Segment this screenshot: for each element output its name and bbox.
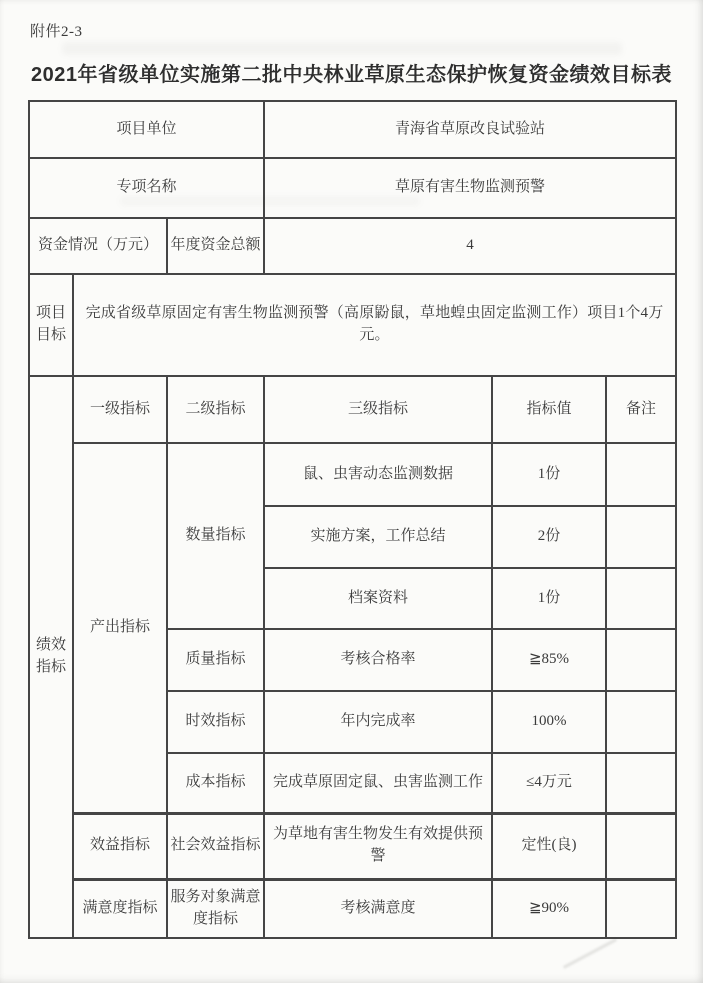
project-unit-value: 青海省草原改良试验站 xyxy=(264,101,676,158)
row-special-name xyxy=(29,158,676,218)
perf-section-label: 绩效指标 xyxy=(29,376,73,938)
performance-target-table xyxy=(28,100,677,939)
annual-total-label: 年度资金总额 xyxy=(167,218,264,274)
project-goal-text: 完成省级草原固定有害生物监测预警（高原鼢鼠，草地蝗虫固定监测工作）项目1个4万元。 xyxy=(73,274,676,376)
row-project-unit xyxy=(29,101,676,158)
indicator-l3: 考核合格率 xyxy=(264,629,492,691)
row-project-goal xyxy=(29,274,676,376)
benefit-l2: 社会效益指标 xyxy=(167,813,264,879)
indicator-value: ≤4万元 xyxy=(492,753,606,813)
row-funding xyxy=(29,218,676,274)
special-name-value: 草原有害生物监测预警 xyxy=(264,158,676,218)
quantity-indicator-label: 数量指标 xyxy=(167,443,264,629)
remark-cell xyxy=(606,443,676,506)
remark-cell xyxy=(606,506,676,568)
scan-smudge xyxy=(563,938,617,969)
indicator-l3: 档案资料 xyxy=(264,568,492,629)
row-quantity-1 xyxy=(29,443,676,506)
annual-total-value: 4 xyxy=(264,218,676,274)
scan-smudge xyxy=(62,42,622,55)
indicator-value: ≧90% xyxy=(492,879,606,938)
indicator-l3: 考核满意度 xyxy=(264,879,492,938)
indicator-value: 定性(良) xyxy=(492,813,606,879)
output-indicator-label: 产出指标 xyxy=(73,443,167,813)
remark-cell xyxy=(606,813,676,879)
remark-cell xyxy=(606,691,676,753)
satisfaction-indicator-label: 满意度指标 xyxy=(73,879,167,938)
document-title: 2021年省级单位实施第二批中央林业草原生态保护恢复资金绩效目标表 xyxy=(31,64,672,86)
indicator-value: 2份 xyxy=(492,506,606,568)
header-level2: 二级指标 xyxy=(167,376,264,443)
remark-cell xyxy=(606,629,676,691)
header-level3: 三级指标 xyxy=(264,376,492,443)
attachment-label: 附件2-3 xyxy=(30,24,83,40)
indicator-l3: 为草地有害生物发生有效提供预警 xyxy=(264,813,492,879)
row-indicator-header xyxy=(29,376,676,443)
row-benefit xyxy=(29,813,676,879)
header-remark: 备注 xyxy=(606,376,676,443)
header-value: 指标值 xyxy=(492,376,606,443)
indicator-l3: 年内完成率 xyxy=(264,691,492,753)
remark-cell xyxy=(606,753,676,813)
row-satisfaction xyxy=(29,879,676,938)
project-goal-label: 项目目标 xyxy=(29,274,73,376)
indicator-value: ≧85% xyxy=(492,629,606,691)
timeliness-indicator-label: 时效指标 xyxy=(167,691,264,753)
remark-cell xyxy=(606,879,676,938)
indicator-l3: 鼠、虫害动态监测数据 xyxy=(264,443,492,506)
indicator-value: 100% xyxy=(492,691,606,753)
remark-cell xyxy=(606,568,676,629)
cost-indicator-label: 成本指标 xyxy=(167,753,264,813)
indicator-l3: 完成草原固定鼠、虫害监测工作 xyxy=(264,753,492,813)
special-name-label: 专项名称 xyxy=(29,158,264,218)
indicator-value: 1份 xyxy=(492,568,606,629)
quality-indicator-label: 质量指标 xyxy=(167,629,264,691)
funding-label: 资金情况（万元） xyxy=(29,218,167,274)
indicator-value: 1份 xyxy=(492,443,606,506)
satisfaction-l2: 服务对象满意度指标 xyxy=(167,879,264,938)
header-level1: 一级指标 xyxy=(73,376,167,443)
indicator-l3: 实施方案，工作总结 xyxy=(264,506,492,568)
project-unit-label: 项目单位 xyxy=(29,101,264,158)
benefit-indicator-label: 效益指标 xyxy=(73,813,167,879)
